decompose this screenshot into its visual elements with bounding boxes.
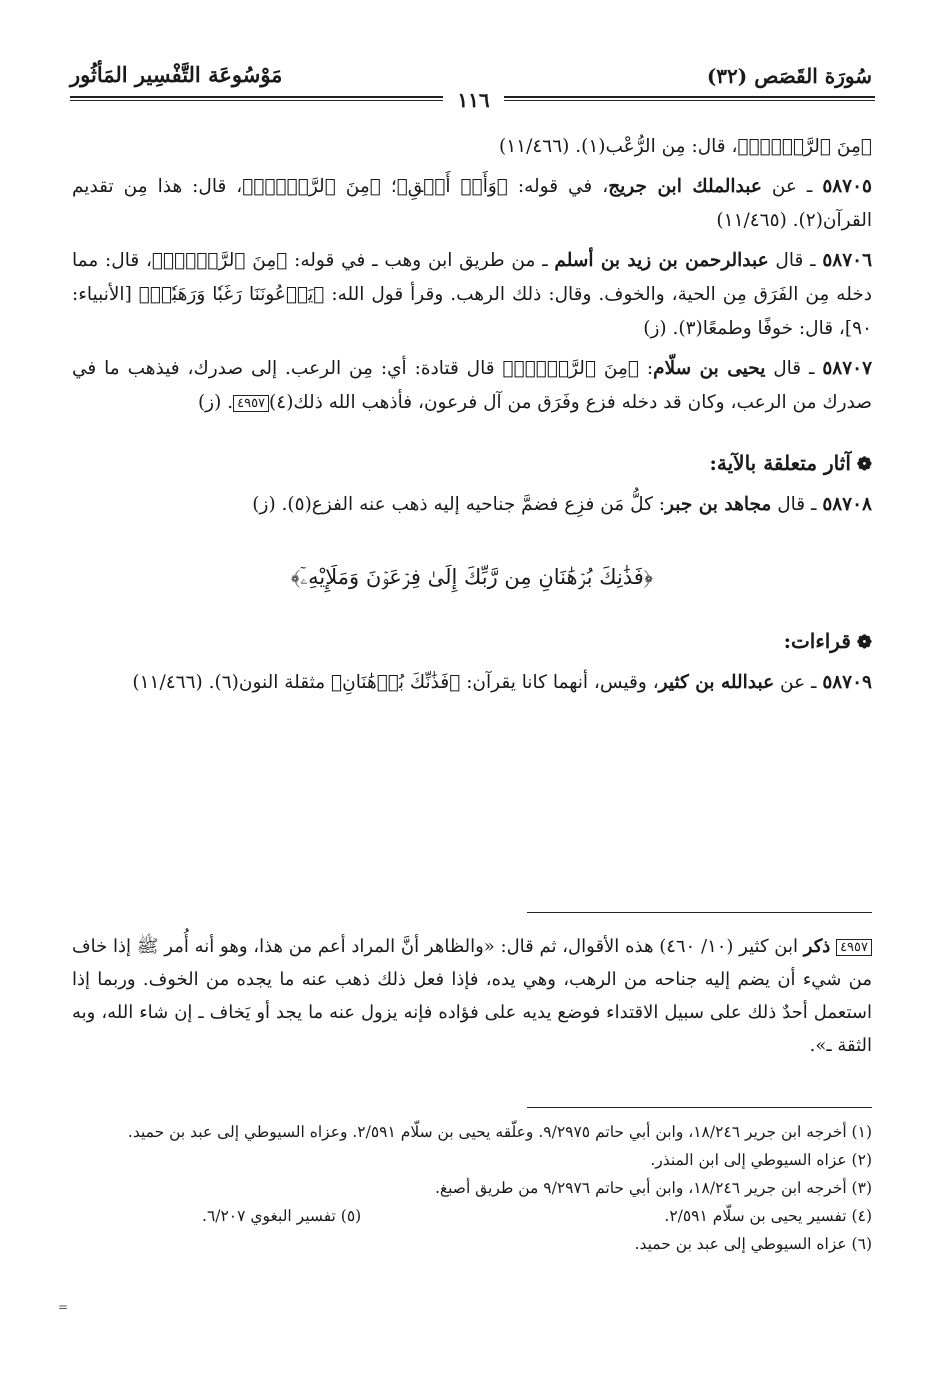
quran-verse: ﴿فَذَٰنِكَ بُرۡهَٰنَانِ مِن رَّبِّكَ إِلَىٰ فِرۡعَوۡنَ وَمَلَإِيْهِۦٓ﴾: [290, 565, 654, 589]
entry-number: ٥٨٧٠٧: [822, 358, 873, 379]
flower-ornament-icon: ❁: [856, 454, 872, 475]
page-number: ١١٦: [443, 88, 503, 112]
entry-pre: ـ قال: [768, 250, 823, 271]
footnote-6: (٦) عزاه السيوطي إلى عبد بن حميد.: [634, 1235, 872, 1253]
note-ref-box: ٤٩٥٧: [836, 939, 872, 956]
entry-text: ﴿مِنَ ٱلرَّهۡبِۖ﴾، قال: مِن الرُّعْب(١). (١١/٤٦٦): [499, 136, 872, 157]
note-separator: [527, 912, 872, 913]
entry-body: ـ من طريق ابن وهب ـ في قوله: ﴿مِنَ ٱلرَّهۡبِۖ﴾، قال: مما دخله مِن الفَرَق مِن الحية، والخوف. وقال: ذلك الرهب. وقرأ قول الله: ﴿يَدۡعُونَنَا رَغَبٗا وَرَهَبٗاۖ﴾ [الأنبياء: ٩٠]، قال: خوفًا وطمعًا(٣). (ز): [72, 250, 872, 339]
entry-body: : ﴿مِنَ ٱلرَّهۡبِۖ﴾ قال قتادة: أي: مِن الرعب. إلى صدرك، فيذهب ما في صدرك من الرعب، وكان قد دخله فزع وفَرَق من آل فرعون، فأذهب الله ذلك(٤): [72, 358, 872, 413]
section-athar-heading: [72, 446, 872, 482]
narrator-name: عبدالملك ابن جريج: [608, 176, 762, 197]
commentary-note: [72, 930, 872, 1062]
entry-58709: [72, 666, 872, 700]
book-title: مَوْسُوعَة التَّفْسِير المَأثُور: [70, 62, 283, 87]
narrator-name: يحيى بن سلّام: [653, 358, 766, 379]
narrator-name: عبدالله بن كثير: [658, 672, 775, 693]
entry-pre: ـ قال: [771, 494, 823, 515]
entry-number: ٥٨٧٠٩: [822, 672, 872, 693]
cross-ref-box[interactable]: ٤٩٥٧: [233, 395, 269, 412]
section-title: آثار متعلقة بالآية:: [709, 451, 851, 475]
margin-mark: =: [58, 1300, 69, 1314]
entry-58707: [72, 352, 872, 420]
footnote-3: (٣) أخرجه ابن جرير ١٨/٢٤٦، وابن أبي حاتم ٩/٢٩٧٦ من طريق أصبغ.: [434, 1179, 872, 1197]
entry-number: ٥٨٧٠٨: [822, 494, 872, 515]
footnote-5: (٥) تفسير البغوي ٦/٢٠٧.: [202, 1207, 362, 1225]
entry-number: ٥٨٧٠٥: [822, 176, 872, 197]
footnote-4: (٤) تفسير يحيى بن سلّام ٢/٥٩١.: [664, 1207, 872, 1225]
narrator-name: عبدالرحمن بن زيد بن أسلم: [554, 250, 769, 271]
entry-pre: ـ قال: [765, 358, 823, 379]
entry-pre: ـ عن: [761, 176, 823, 197]
page-number-wrap: [0, 88, 947, 112]
section-qiraat-heading: [72, 624, 872, 660]
footnote-row-4-5: [72, 1202, 872, 1230]
surah-header: سُورَة القَصَص (٣٢): [706, 64, 872, 88]
entry-58708: [72, 488, 872, 522]
footnote-2: (٢) عزاه السيوطي إلى ابن المنذر.: [650, 1151, 872, 1169]
section-title: قراءات:: [783, 629, 851, 653]
entry-pre: ـ عن: [774, 672, 823, 693]
entry-58706: [72, 244, 872, 346]
entry-body: ، وقيس، أنهما كانا يقرآن: ﴿فَذَٰنِّكَ بُرۡهَٰنَانِ﴾ مثقلة النون(٦). (١١/٤٦٦): [132, 672, 659, 693]
entry-body: : كلُّ مَن فزِع فضمَّ جناحيه إليه ذهب عنه الفزع(٥). (ز): [252, 494, 666, 515]
footnote-1: (١) أخرجه ابن جرير ١٨/٢٤٦، وابن أبي حاتم ٩/٢٩٧٥. وعلّقه يحيى بن سلّام ٢/٥٩١. وعزاه السيوطي إلى عبد بن حميد.: [127, 1123, 872, 1141]
entry-number: ٥٨٧٠٦: [822, 250, 873, 271]
entry-continuation: [72, 130, 872, 164]
footnote-separator: [527, 1107, 872, 1108]
entry-body: ، في قوله: ﴿وَأَنۡ أَلۡقِ﴾؛ ﴿مِنَ ٱلرَّهۡبِۖ﴾، قال: هذا مِن تقديم القرآن(٢). (١١/٤٦٥): [72, 176, 872, 231]
entry-tail: . (ز): [197, 392, 234, 413]
narrator-name: مجاهد بن جبر: [665, 494, 772, 515]
main-text: [72, 130, 872, 706]
flower-ornament-icon: ❁: [856, 632, 872, 653]
entry-58705: [72, 170, 872, 238]
note-label: ذكر: [803, 936, 831, 957]
note-text: ابن كثير (١٠/ ٤٦٠) هذه الأقوال، ثم قال: «والظاهر أنَّ المراد أعم من هذا، وهو أنه أُمر ﷺ إذا خاف من شيء أن يضم إليه جناحه من الرهب، وهي يده، فإذا فعل ذلك ذهب عنه ما يجده من الخوف. وربما إذا استعمل أحدٌ ذلك على سبيل الاقتداء فوضع يديه على فؤاده فإنه يزول عنه ما يجد أو يَخاف ـ إن شاء الله، وبه الثقة ـ».: [72, 936, 872, 1056]
footnotes: [72, 1118, 872, 1258]
